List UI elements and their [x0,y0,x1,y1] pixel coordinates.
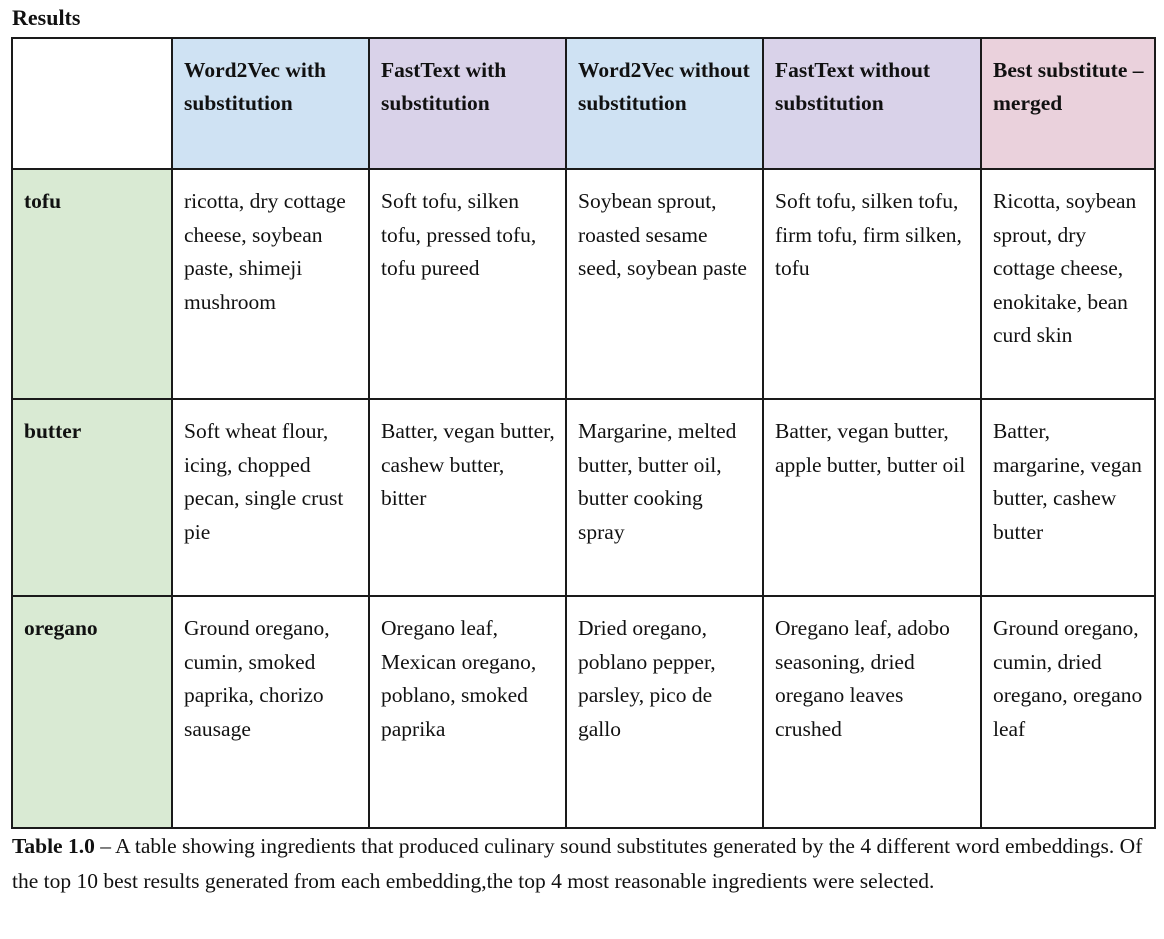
column-header: Word2Vec without substitution [566,38,763,169]
column-header: FastText with substitution [369,38,566,169]
column-header: FastText without substitution [763,38,981,169]
table-row [12,596,1155,828]
table-cell: Batter, vegan butter, apple butter, butter oil [763,399,981,596]
table-header-row [12,38,1155,169]
section-heading: Results [12,5,81,30]
table-row [12,399,1155,596]
column-header: Best substitute – merged [981,38,1155,169]
caption-text: – A table showing ingredients that produced culinary sound substitutes generated by the 4 different word embeddings. Of the top 10 best results generated from each embedding,the top 4 most reasonable ingredients were selected. [12,834,1143,893]
column-header: Word2Vec with substitution [172,38,369,169]
results-table [11,37,1156,829]
table-caption [12,829,1157,899]
table-cell: Batter, margarine, vegan butter, cashew butter [981,399,1155,596]
table-cell: Soft tofu, silken tofu, firm tofu, firm silken, tofu [763,169,981,399]
table-cell: Soybean sprout, roasted sesame seed, soybean paste [566,169,763,399]
table-cell: Oregano leaf, Mexican oregano, poblano, smoked paprika [369,596,566,828]
row-header-cell: butter [12,399,172,596]
row-header-cell: tofu [12,169,172,399]
table-cell: Ground oregano, cumin, smoked paprika, chorizo sausage [172,596,369,828]
table-cell: Batter, vegan butter, cashew butter, bitter [369,399,566,596]
table-row [12,169,1155,399]
row-header-cell: oregano [12,596,172,828]
table-cell: Ground oregano, cumin, dried oregano, oregano leaf [981,596,1155,828]
caption-label: Table 1.0 [12,834,95,858]
table-cell: Ricotta, soybean sprout, dry cottage cheese, enokitake, bean curd skin [981,169,1155,399]
table-cell: ricotta, dry cottage cheese, soybean paste, shimeji mushroom [172,169,369,399]
table-cell: Dried oregano, poblano pepper, parsley, pico de gallo [566,596,763,828]
corner-cell [12,38,172,169]
table-cell: Margarine, melted butter, butter oil, butter cooking spray [566,399,763,596]
table-cell: Soft wheat flour, icing, chopped pecan, single crust pie [172,399,369,596]
table-cell: Oregano leaf, adobo seasoning, dried oregano leaves crushed [763,596,981,828]
table-cell: Soft tofu, silken tofu, pressed tofu, tofu pureed [369,169,566,399]
